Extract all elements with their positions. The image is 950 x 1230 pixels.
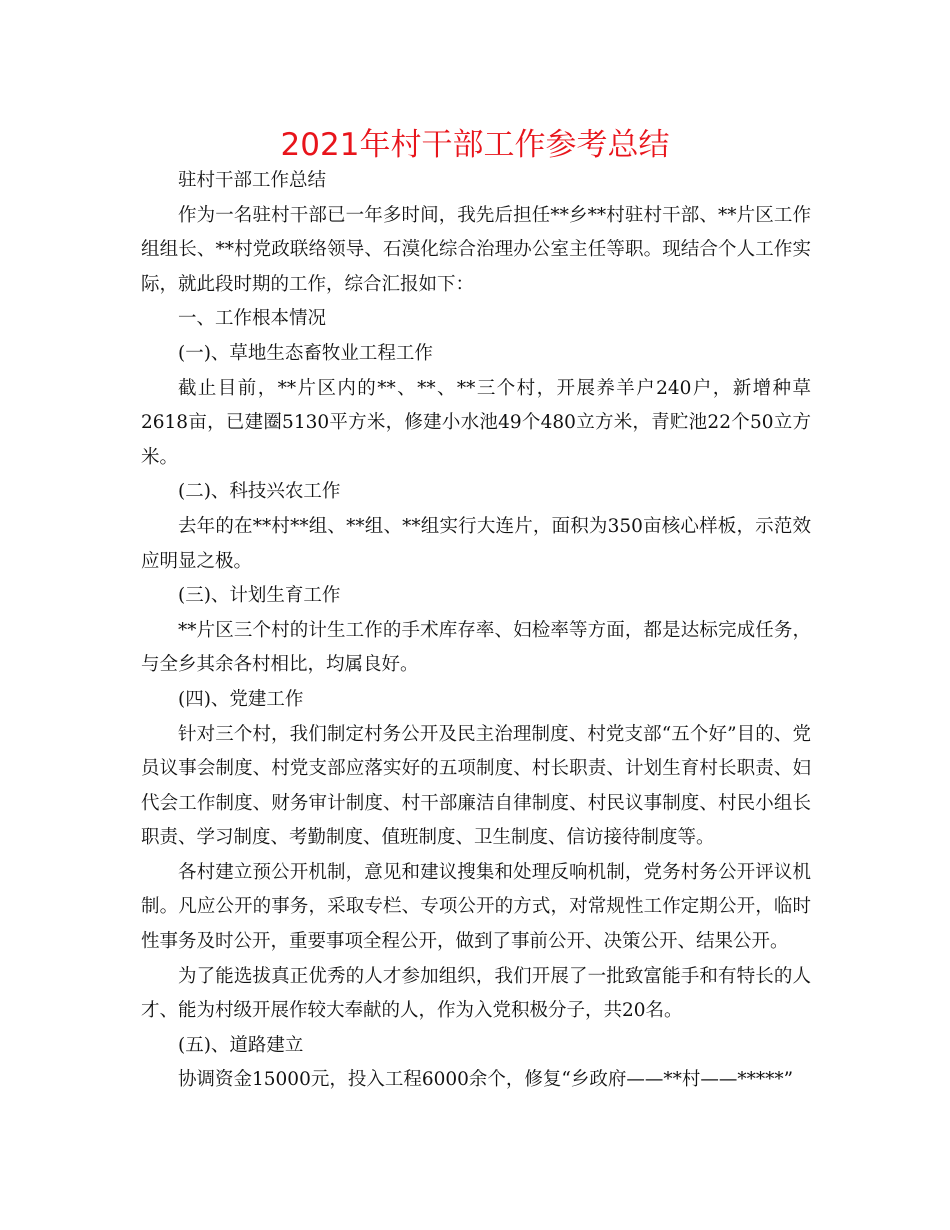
subsection-heading-grassland: (一)、草地生态畜牧业工程工作 [178,342,433,364]
paragraph-family-planning: **片区三个村的计生工作的手术库存率、妇检率等方面，都是达标完成任务，与全乡其余各村相比，均属良好。 [141,619,811,676]
paragraph-grassland: 截止目前，**片区内的**、**、**三个村，开展养羊户240户，新增种草2618亩，已建圈5130平方米，修建小水池49个480立方米，青贮池22个50立方米。 [141,377,811,468]
document-title: 2021年村干部工作参考总结 [280,127,670,163]
paragraph-party-building-talent: 为了能选拔真正优秀的人才参加组织，我们开展了一批致富能手和有特长的人才、能为村级开展作较大奉献的人，作为入党积极分子，共20名。 [141,965,811,1022]
document-body [141,164,811,1098]
subsection-heading-party-building: (四)、党建工作 [178,688,304,710]
subsection-heading-technology: (二)、科技兴农工作 [178,481,341,503]
paragraph-subtitle: 驻村干部工作总结 [178,170,327,191]
subsection-heading-family-planning: (三)、计划生育工作 [178,585,341,607]
paragraph-party-building-disclosure: 各村建立预公开机制，意见和建议搜集和处理反响机制，党务村务公开评议机制。凡应公开的事务，采取专栏、专项公开的方式，对常规性工作定期公开，临时性事务及时公开，重要事项全程公开，做到了事前公开、决策公开、结果公开。 [141,861,811,953]
subsection-heading-roads: (五)、道路建立 [178,1034,304,1056]
paragraph-party-building-rules: 针对三个村，我们制定村务公开及民主治理制度、村党支部“五个好”目的、党员议事会制度、村党支部应落实好的五项制度、村长职责、计划生育村长职责、妇代会工作制度、财务审计制度、村干部廉洁自律制度、村民议事制度、村民小组长职责、学习制度、考勤制度、值班制度、卫生制度、信访接待制度等。 [141,723,811,849]
paragraph-technology: 去年的在**村**组、**组、**组实行大连片，面积为350亩核心样板，示范效应明显之极。 [141,515,811,572]
paragraph-roads: 协调资金15000元，投入工程6000余个，修复“乡政府——**村——*****” [178,1069,794,1091]
paragraph-intro: 作为一名驻村干部已一年多时间，我先后担任**乡**村驻村干部、**片区工作组组长、**村党政联络领导、石漠化综合治理办公室主任等职。现结合个人工作实际，就此段时期的工作，综合汇报如下： [141,204,811,295]
section-heading-basic-situation: 一、工作根本情况 [178,308,327,330]
